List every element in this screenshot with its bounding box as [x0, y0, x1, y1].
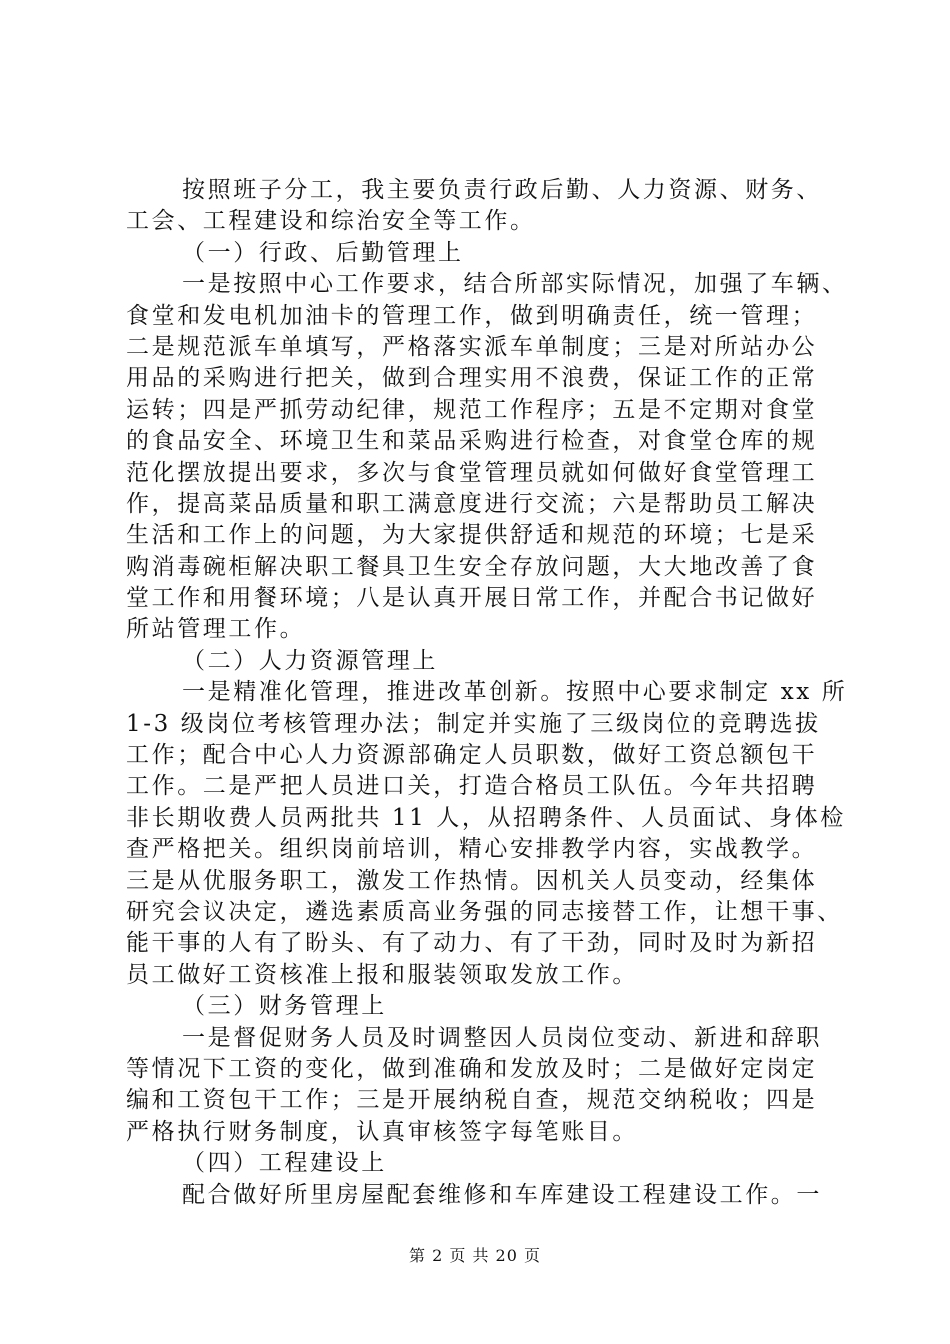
paragraph-line: 二是规范派车单填写，严格落实派车单制度；三是对所站办公 [126, 333, 818, 360]
paragraph-line: 1-3 级岗位考核管理办法；制定并实施了三级岗位的竞聘选拔 [126, 710, 821, 737]
section-heading: （四）工程建设上 [182, 1150, 387, 1177]
paragraph-line: 用品的采购进行把关，做到合理实用不浪费，保证工作的正常 [126, 365, 818, 392]
paragraph-line: 所站管理工作。 [126, 616, 306, 643]
paragraph-line: 能干事的人有了盼头、有了动力、有了干劲，同时及时为新招 [126, 930, 818, 957]
section-heading: （三）财务管理上 [182, 993, 387, 1020]
paragraph-line: 生活和工作上的问题，为大家提供舒适和规范的环境；七是采 [126, 522, 818, 549]
paragraph-line: 编和工资包干工作；三是开展纳税自查，规范交纳税收；四是 [126, 1087, 818, 1114]
paragraph-line: 非长期收费人员两批共 11 人，从招聘条件、人员面试、身体检 [126, 804, 846, 831]
paragraph-line: 严格执行财务制度，认真审核签字每笔账目。 [126, 1118, 638, 1145]
paragraph-line: 购消毒碗柜解决职工餐具卫生安全存放问题，大大地改善了食 [126, 553, 818, 580]
paragraph-line: 按照班子分工，我主要负责行政后勤、人力资源、财务、 [182, 177, 822, 203]
paragraph-line: 范化摆放提出要求，多次与食堂管理员就如何做好食堂管理工 [126, 459, 818, 486]
paragraph-line: 一是精准化管理，推进改革创新。按照中心要求制定 xx 所 [182, 679, 848, 706]
section-heading: （二）人力资源管理上 [182, 647, 438, 674]
paragraph-line: 作，提高菜品质量和职工满意度进行交流；六是帮助员工解决 [126, 490, 818, 517]
paragraph-line: 员工做好工资核准上报和服装领取发放工作。 [126, 961, 638, 988]
paragraph-line: 研究会议决定，遴选素质高业务强的同志接替工作，让想干事、 [126, 898, 843, 925]
paragraph-line: 食堂和发电机加油卡的管理工作，做到明确责任，统一管理； [126, 302, 818, 329]
paragraph-line: 堂工作和用餐环境；八是认真开展日常工作，并配合书记做好 [126, 585, 818, 612]
paragraph-line: 一是督促财务人员及时调整因人员岗位变动、新进和辞职 [182, 1024, 822, 1051]
paragraph-line: 等情况下工资的变化，做到准确和发放及时；二是做好定岗定 [126, 1055, 818, 1082]
paragraph-line: 运转；四是严抓劳动纪律，规范工作程序；五是不定期对食堂 [126, 396, 818, 423]
paragraph-line: 三是从优服务职工，激发工作热情。因机关人员变动，经集体 [126, 867, 818, 894]
paragraph-line: 的食品安全、环境卫生和菜品采购进行检查，对食堂仓库的规 [126, 428, 818, 455]
page-footer: 第 2 页 共 20 页 [409, 1246, 541, 1265]
paragraph-line: 工作；配合中心人力资源部确定人员职数，做好工资总额包干 [126, 742, 818, 769]
paragraph-line: 配合做好所里房屋配套维修和车库建设工程建设工作。一 [182, 1181, 822, 1208]
paragraph-line: 查严格把关。组织岗前培训，精心安排教学内容，实战教学。 [126, 836, 818, 863]
document-body [126, 175, 848, 1211]
section-heading: （一）行政、后勤管理上 [182, 239, 464, 266]
paragraph-line: 工会、工程建设和综治安全等工作。 [126, 208, 536, 235]
paragraph-line: 工作。二是严把人员进口关，打造合格员工队伍。今年共招聘 [126, 773, 818, 800]
paragraph-line: 一是按照中心工作要求，结合所部实际情况，加强了车辆、 [182, 271, 848, 298]
